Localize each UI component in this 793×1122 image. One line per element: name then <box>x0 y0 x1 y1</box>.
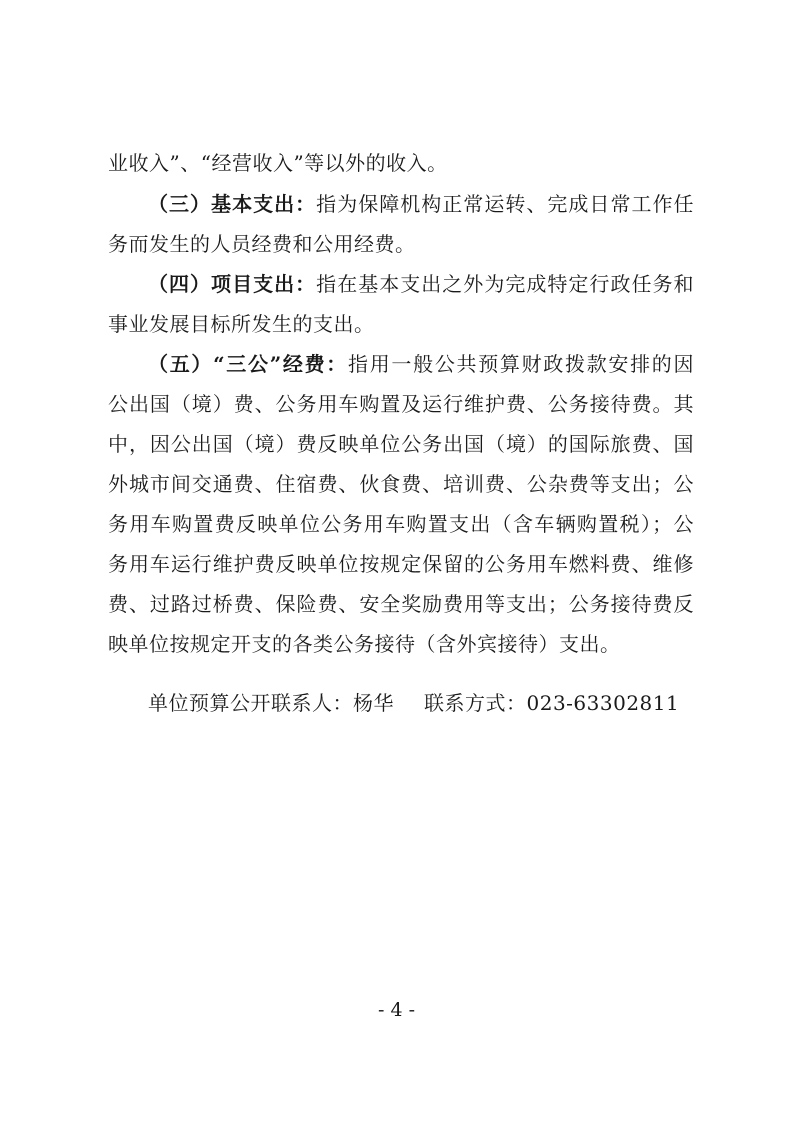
body-text: 务而发生的人员经费和公用经费。 <box>108 232 416 256</box>
body-text: 务用车运行维护费反映单位按规定保留的公务用车燃料费、维修 <box>108 552 694 576</box>
body-text: 务用车购置费反映单位公务用车购置支出（含车辆购置税）；公 <box>108 512 694 536</box>
body-text: 中，因公出国（境）费反映单位公务出国（境）的国际旅费、国 <box>108 432 694 456</box>
three-public-expenses-line <box>108 469 694 499</box>
three-public-expenses-line <box>108 509 694 539</box>
body-text: 事业发展目标所发生的支出。 <box>108 312 375 336</box>
project-expenditure-heading-line <box>148 269 694 299</box>
three-public-expenses-heading: （五）“三公”经费： <box>148 352 349 376</box>
body-text: 指为保障机构正常运转、完成日常工作任 <box>316 192 695 216</box>
body-text: 业收入”、“经营收入”等以外的收入。 <box>108 151 448 175</box>
project-expenditure-heading: （四）项目支出： <box>148 272 317 296</box>
project-expenditure-line <box>108 309 694 339</box>
contact-info <box>148 688 679 718</box>
contact-person-label: 单位预算公开联系人： <box>148 691 353 715</box>
three-public-expenses-line <box>108 429 694 459</box>
body-text: 映单位按规定开支的各类公务接待（含外宾接待）支出。 <box>108 632 621 656</box>
three-public-expenses-line <box>108 629 694 659</box>
paragraph-continuation-line <box>108 148 694 178</box>
three-public-expenses-line <box>108 549 694 579</box>
contact-phone: 023-63302811 <box>526 691 680 715</box>
body-text: 费、过路过桥费、保险费、安全奖励费用等支出；公务接待费反 <box>108 592 694 616</box>
body-text: 指用一般公共预算财政拨款安排的因 <box>348 352 695 376</box>
body-text: 公出国（境）费、公务用车购置及运行维护费、公务接待费。其 <box>108 392 694 416</box>
basic-expenditure-heading: （三）基本支出： <box>148 192 317 216</box>
three-public-expenses-heading-line <box>148 349 694 379</box>
body-text: 指在基本支出之外为完成特定行政任务和 <box>316 272 695 296</box>
three-public-expenses-line <box>108 589 694 619</box>
body-text: 外城市间交通费、住宿费、伙食费、培训费、公杂费等支出；公 <box>108 472 694 496</box>
basic-expenditure-heading-line <box>148 189 694 219</box>
basic-expenditure-line <box>108 229 694 259</box>
contact-person-name: 杨华 <box>353 691 394 715</box>
three-public-expenses-line <box>108 389 694 419</box>
contact-method-label: 联系方式： <box>424 691 527 715</box>
page-number: - 4 - <box>377 999 415 1021</box>
